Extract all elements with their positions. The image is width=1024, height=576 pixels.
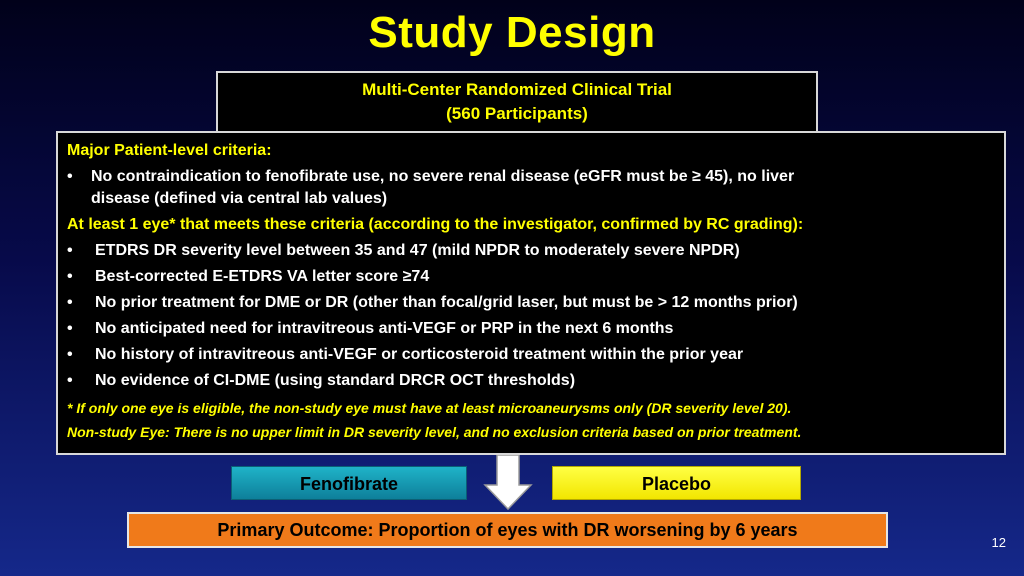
patient-criteria-header: Major Patient-level criteria: <box>67 142 272 159</box>
slide-title: Study Design <box>368 8 656 57</box>
eye-criteria-header: At least 1 eye* that meets these criteria (according to the investigator, confirmed by RC grading): <box>67 216 804 233</box>
footnote-eligibility: * If only one eye is eligible, the non-study eye must have at least microaneurysms only (DR severity level 20). <box>67 400 792 416</box>
eye-criterion: Best-corrected E-ETDRS VA letter score ≥74 <box>95 268 430 285</box>
eye-criterion: No history of intravitreous anti-VEGF or corticosteroid treatment within the prior year <box>95 346 744 363</box>
footnote-non-study-eye: Non-study Eye: There is no upper limit in DR severity level, and no exclusion criteria based on prior treatment. <box>67 424 802 440</box>
patient-criteria-line1: No contraindication to fenofibrate use, no severe renal disease (eGFR must be ≥ 45), no liver <box>91 168 795 185</box>
bullet-mark: • <box>67 168 73 185</box>
trial-participants: (560 Participants) <box>446 104 588 123</box>
placebo-arm: Placebo <box>552 466 801 500</box>
eye-criterion: ETDRS DR severity level between 35 and 47 (mild NPDR to moderately severe NPDR) <box>95 242 740 259</box>
bullet-mark: • <box>67 346 73 363</box>
trial-design-box <box>216 71 818 133</box>
patient-criteria-line2: disease (defined via central lab values) <box>91 190 388 207</box>
trial-design-line1: Multi-Center Randomized Clinical Trial <box>362 80 672 99</box>
bullet-mark: • <box>67 242 73 259</box>
bullet-mark: • <box>67 320 73 337</box>
eye-criterion: No evidence of CI-DME (using standard DRCR OCT thresholds) <box>95 372 576 389</box>
eligibility-criteria-box <box>56 131 1006 455</box>
bullet-mark: • <box>67 268 73 285</box>
fenofibrate-arm: Fenofibrate <box>231 466 467 500</box>
eye-criterion: No anticipated need for intravitreous anti-VEGF or PRP in the next 6 months <box>95 320 674 337</box>
primary-outcome-box: Primary Outcome: Proportion of eyes with DR worsening by 6 years <box>127 512 888 548</box>
down-arrow-icon <box>483 455 533 511</box>
eye-criterion: No prior treatment for DME or DR (other than focal/grid laser, but must be > 12 months prior) <box>95 294 798 311</box>
bullet-mark: • <box>67 294 73 311</box>
page-number: 12 <box>991 535 1006 550</box>
bullet-mark: • <box>67 372 73 389</box>
